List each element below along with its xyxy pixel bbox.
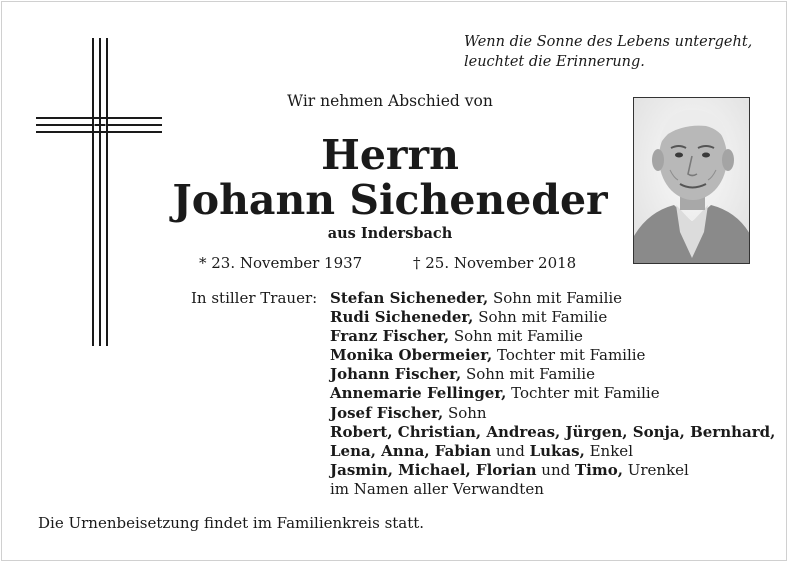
mourner-relation: Sohn mit Familie [473,308,608,327]
mourners-list [330,289,775,499]
mourner-relation: Urenkel [622,460,689,479]
death-date: † 25. November 2018 [413,254,577,272]
mourner-row [330,423,775,442]
mourner-relation: Tochter mit Familie [506,384,660,403]
portrait-photo [633,97,750,264]
origin: aus Indersbach [327,225,453,242]
motto [464,32,752,72]
mourner-name: Jasmin, Michael, Florian [330,460,537,479]
mourner-row [330,404,775,423]
mourner-name: Franz Fischer, [330,327,450,346]
title-salutation: Herrn [321,131,459,179]
mourner-relation: Sohn [443,403,487,422]
mourner-name: Monika Obermeier, [330,346,493,365]
mourner-row [330,327,775,346]
mourner-relation: und [536,460,575,479]
mourner-name: Stefan Sicheneder, [330,289,489,307]
mourner-relation: im Namen aller Verwandten [330,479,544,498]
mourner-name: Lukas, [529,441,585,460]
mourner-name: Timo, [574,460,623,479]
birth-date: * 23. November 1937 [199,254,363,272]
mourner-row [330,308,775,327]
mourner-row [330,289,775,308]
mourner-name: Josef Fischer, [330,403,444,422]
mourner-row [330,480,775,499]
mourner-relation: und [491,441,530,460]
mourner-name: Johann Fischer, [330,365,462,384]
mourner-name: Annemarie Fellinger, [330,384,507,403]
motto-line-2: leuchtet die Erinnerung. [464,54,645,70]
mourner-relation: Sohn mit Familie [449,327,583,346]
mourner-row [330,384,775,403]
mourner-relation: Sohn mit Familie [461,365,595,384]
mourner-row [330,442,775,461]
intro-text: Wir nehmen Abschied von [287,92,493,110]
motto-line-1: Wenn die Sonne des Lebens untergeht, [464,34,753,50]
mourner-row [330,461,775,480]
mourner-name: Lena, Anna, Fabian [330,441,492,460]
mourner-name: Rudi Sicheneder, [330,308,474,327]
mourner-name: Robert, Christian, Andreas, Jürgen, Sonja, Bernhard, [330,422,776,441]
mourner-relation: Tochter mit Familie [492,346,646,365]
mourner-row [330,346,775,365]
mourner-row [330,365,775,384]
deceased-name: Johann Sicheneder [172,176,608,224]
mourner-relation: Sohn mit Familie [488,289,623,307]
mourning-label: In stiller Trauer: [191,289,318,307]
cross-icon [36,38,166,346]
mourner-relation: Enkel [584,441,633,460]
footer-note: Die Urnenbeisetzung findet im Familienkreis statt. [38,514,425,532]
